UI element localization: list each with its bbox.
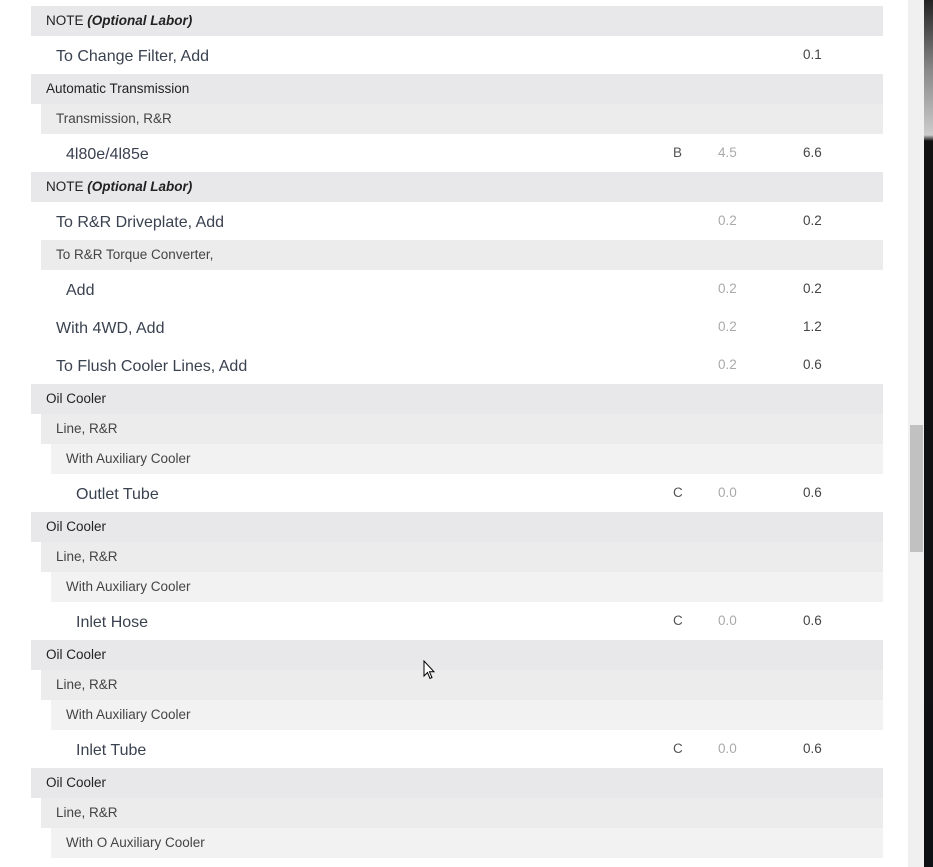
labor-operations-list (31, 6, 883, 858)
category-label (66, 707, 191, 722)
labor-item-row[interactable] (31, 308, 883, 346)
category-row[interactable] (41, 670, 883, 700)
category-text: NOTE (46, 179, 84, 194)
labor-hours: 0.2 (803, 281, 822, 296)
warranty-hours: 0.2 (718, 319, 737, 334)
skill-code: C (673, 613, 683, 628)
labor-item-row[interactable] (31, 36, 883, 74)
category-row[interactable] (41, 414, 883, 444)
category-label (56, 421, 118, 436)
category-text: Oil Cooler (46, 647, 107, 662)
category-row[interactable] (31, 6, 883, 36)
item-label: Inlet Tube (76, 742, 147, 759)
category-label (46, 519, 106, 534)
category-label (46, 647, 106, 662)
item-label: 4l80e/4l85e (66, 146, 149, 163)
item-label: To Flush Cooler Lines, Add (56, 358, 248, 375)
scrollbar-thumb[interactable] (910, 425, 923, 552)
item-label: To R&R Driveplate, Add (56, 214, 225, 231)
category-row[interactable] (41, 542, 883, 572)
category-text: With Auxiliary Cooler (66, 451, 191, 466)
labor-hours: 1.2 (803, 319, 822, 334)
category-label (46, 13, 192, 28)
category-text: With Auxiliary Cooler (66, 707, 191, 722)
category-label (46, 775, 106, 790)
warranty-hours: 4.5 (718, 145, 737, 160)
category-text: Transmission, R&R (56, 111, 172, 126)
category-label (46, 179, 192, 194)
item-label: With 4WD, Add (56, 320, 165, 337)
category-row[interactable] (41, 798, 883, 828)
item-label: Add (66, 282, 95, 299)
labor-item-row[interactable] (31, 270, 883, 308)
warranty-hours: 0.0 (718, 613, 737, 628)
category-row[interactable] (31, 172, 883, 202)
category-label (56, 549, 118, 564)
category-label (56, 247, 213, 262)
category-row[interactable] (31, 74, 883, 104)
category-row[interactable] (31, 640, 883, 670)
warranty-hours: 0.0 (718, 741, 737, 756)
warranty-hours: 0.2 (718, 357, 737, 372)
category-row[interactable] (31, 512, 883, 542)
category-label (66, 451, 191, 466)
category-row[interactable] (41, 104, 883, 134)
category-row[interactable] (51, 572, 883, 602)
labor-hours: 6.6 (803, 145, 822, 160)
skill-code: C (673, 741, 683, 756)
item-label: Inlet Hose (76, 614, 149, 631)
item-label: Outlet Tube (76, 486, 159, 503)
category-label (56, 111, 172, 126)
category-row[interactable] (31, 768, 883, 798)
labor-hours: 0.2 (803, 213, 822, 228)
category-text: With Auxiliary Cooler (66, 579, 191, 594)
note-text: (Optional Labor) (87, 179, 193, 194)
labor-item-row[interactable] (31, 346, 883, 384)
skill-code: C (673, 485, 683, 500)
labor-item-row[interactable] (31, 730, 883, 768)
warranty-hours: 0.2 (718, 281, 737, 296)
labor-item-row[interactable] (31, 134, 883, 172)
category-row[interactable] (51, 828, 883, 858)
item-label: To Change Filter, Add (56, 48, 209, 65)
labor-hours: 0.6 (803, 357, 822, 372)
category-label (66, 579, 191, 594)
warranty-hours: 0.0 (718, 485, 737, 500)
category-label (56, 677, 118, 692)
category-row[interactable] (51, 700, 883, 730)
labor-item-row[interactable] (31, 202, 883, 240)
category-text: Line, R&R (56, 549, 118, 564)
skill-code: B (673, 145, 683, 160)
category-text: NOTE (46, 13, 84, 28)
note-text: (Optional Labor) (87, 13, 193, 28)
labor-hours: 0.6 (803, 741, 822, 756)
warranty-hours: 0.2 (718, 213, 737, 228)
category-text: With O Auxiliary Cooler (66, 835, 205, 850)
category-label (46, 81, 189, 96)
category-text: Line, R&R (56, 805, 118, 820)
category-row[interactable] (41, 240, 883, 270)
window-edge (924, 0, 933, 867)
category-text: Oil Cooler (46, 519, 107, 534)
category-label (66, 835, 205, 850)
labor-item-row[interactable] (31, 474, 883, 512)
category-text: Oil Cooler (46, 391, 107, 406)
labor-hours: 0.6 (803, 613, 822, 628)
category-text: Automatic Transmission (46, 81, 190, 96)
category-text: To R&R Torque Converter, (56, 247, 214, 262)
labor-hours: 0.6 (803, 485, 822, 500)
category-row[interactable] (51, 444, 883, 474)
category-label (46, 391, 106, 406)
category-label (56, 805, 118, 820)
labor-item-row[interactable] (31, 602, 883, 640)
mouse-cursor-icon (423, 660, 436, 680)
labor-hours: 0.1 (803, 47, 822, 62)
category-text: Line, R&R (56, 677, 118, 692)
category-text: Line, R&R (56, 421, 118, 436)
category-text: Oil Cooler (46, 775, 107, 790)
category-row[interactable] (31, 384, 883, 414)
